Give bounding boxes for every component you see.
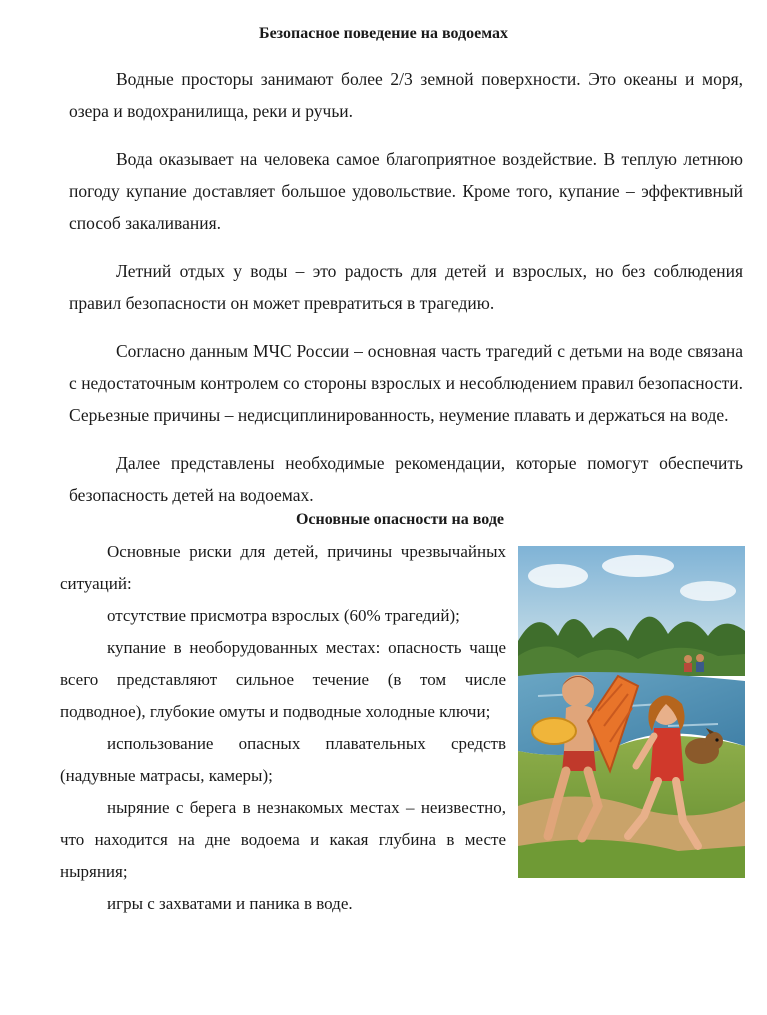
- intro-paragraph: Вода оказывает на человека самое благоприятное воздействие. В теплую летнюю погоду купание доставляет большое удовольствие. Кроме того, купание – эффективный способ закаливания.: [69, 149, 743, 233]
- risk-item: купание в необорудованных местах: опасность чаще всего представляют сильное течение (в том числе подводное), глубокие омуты и подводные холодные ключи;: [60, 638, 506, 721]
- intro-paragraph: Согласно данным МЧС России – основная часть трагедий с детьми на воде связана с недостаточным контролем со стороны взрослых и несоблюдением правил безопасности. Серьезные причины – недисциплинированность, неумение плавать и держаться на воде.: [69, 341, 743, 425]
- risk-item: игры с захватами и паника в воде.: [107, 894, 353, 913]
- intro-paragraph: Далее представлены необходимые рекомендации, которые помогут обеспечить безопасность детей на водоемах.: [69, 453, 743, 505]
- risk-paragraph: Основные риски для детей, причины чрезвычайных ситуаций:: [60, 542, 506, 593]
- intro-section: [69, 63, 743, 527]
- section-heading: Основные опасности на воде: [295, 511, 505, 528]
- risk-item: ныряние с берега в незнакомых местах – неизвестно, что находится на дне водоема и какая глубина в месте ныряния;: [60, 798, 506, 881]
- page-title: Безопасное поведение на водоемах: [258, 25, 508, 42]
- risk-item: отсутствие присмотра взрослых (60% трагедий);: [107, 606, 460, 625]
- risk-item: использование опасных плавательных средств (надувные матрасы, камеры);: [60, 734, 506, 785]
- risks-section: [60, 536, 506, 920]
- children-running-by-river-illustration: [518, 546, 745, 878]
- intro-paragraph: Летний отдых у воды – это радость для детей и взрослых, но без соблюдения правил безопасности он может превратиться в трагедию.: [69, 261, 743, 313]
- intro-paragraph: Водные просторы занимают более 2/3 земной поверхности. Это океаны и моря, озера и водохранилища, реки и ручьи.: [69, 69, 743, 121]
